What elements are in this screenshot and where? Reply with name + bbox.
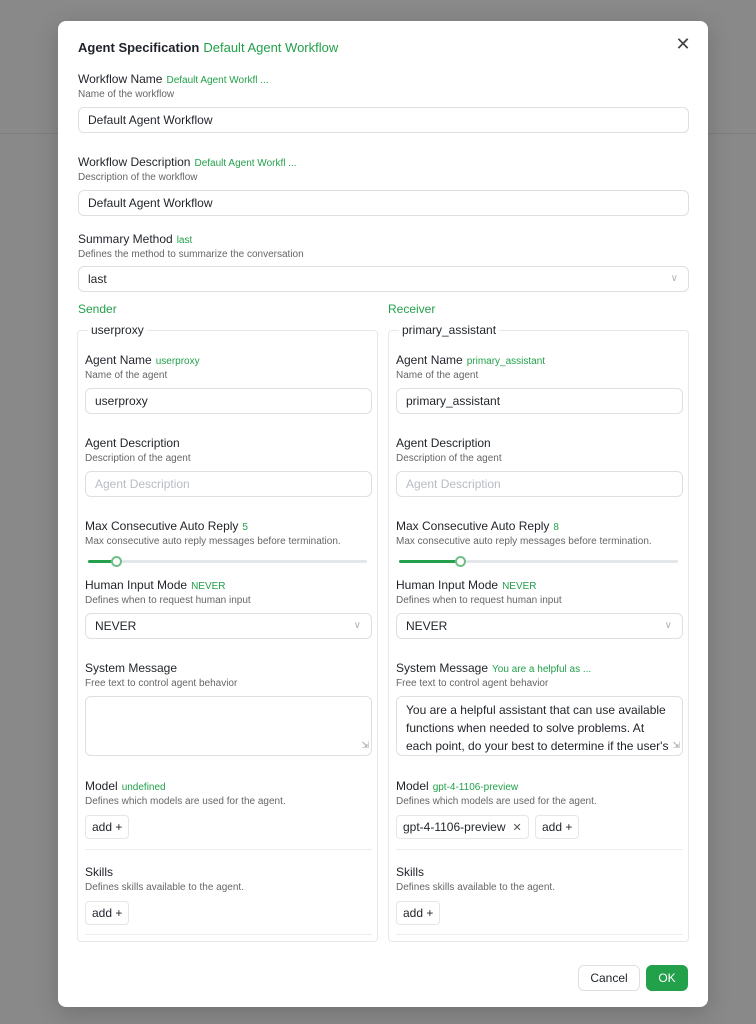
close-icon[interactable]: ✕ [512,822,522,834]
workflow-name-description: Name of the workflow [78,89,175,100]
sender-agent-description-input[interactable]: Agent Description [85,471,372,497]
sender-skills-description: Defines skills available to the agent. [85,882,244,893]
summary-method-value-tag: last [176,235,193,246]
modal-title [78,40,338,55]
sender-agent-description-description: Description of the agent [85,453,191,464]
modal-title-text: Agent Specification [78,40,200,55]
receiver-model-description: Defines which models are used for the agent. [396,796,597,807]
sender-max-reply-label [85,519,341,533]
receiver-max-reply-description: Max consecutive auto reply messages before termination. [396,536,652,547]
receiver-agent-description-input[interactable]: Agent Description [396,471,683,497]
plus-icon: + [112,906,123,920]
sender-human-input-select[interactable] [85,613,372,639]
receiver-model-label [396,779,597,793]
sender-add-model-label: add [92,820,113,834]
sender-human-input-value-tag: NEVER [191,581,226,592]
receiver-agent-description-description: Description of the agent [396,453,502,464]
sender-model-label [85,779,286,793]
sender-agent-name-label [85,353,200,367]
sender-human-input-description: Defines when to request human input [85,595,251,606]
summary-method-label-text: Summary Method [78,232,173,246]
workflow-name-label-text: Workflow Name [78,72,163,86]
sender-model-label-text: Model [85,779,118,793]
receiver-add-model-label: add [542,820,563,834]
receiver-max-reply-label [396,519,652,533]
receiver-add-model-button[interactable] [535,815,579,839]
receiver-max-reply-slider[interactable] [399,560,678,563]
receiver-system-message-textarea[interactable] [396,696,683,756]
workflow-description-group [78,155,297,183]
summary-method-description: Defines the method to summarize the conversation [78,249,304,260]
sender-agent-name-group [85,353,200,381]
receiver-max-reply-value-tag: 8 [553,522,559,533]
summary-method-select[interactable] [78,266,689,292]
receiver-model-chip-label: gpt-4-1106-preview [403,820,506,834]
plus-icon: + [112,820,123,834]
workflow-name-value-tag: Default Agent Workfl ... [166,75,269,86]
sender-human-input-label-text: Human Input Mode [85,578,188,592]
receiver-agent-name-label-text: Agent Name [396,353,463,367]
receiver-max-reply-slider-fill [399,560,460,563]
receiver-human-input-description: Defines when to request human input [396,595,562,606]
receiver-legend: primary_assistant [399,323,499,337]
receiver-bottom-divider [396,934,683,935]
receiver-agent-name-group [396,353,545,381]
chevron-down-icon: ∨ [670,273,678,284]
receiver-max-reply-slider-handle[interactable] [455,556,466,567]
sender-bottom-divider [85,934,372,935]
receiver-human-input-value: NEVER [406,619,448,633]
workflow-name-group [78,72,269,100]
sender-system-message-textarea[interactable] [85,696,372,756]
workflow-description-label [78,155,297,169]
sender-max-reply-slider[interactable] [88,560,367,563]
plus-icon: + [562,820,573,834]
resize-handle-icon[interactable]: ⇲ [672,740,680,750]
resize-handle-icon[interactable]: ⇲ [361,740,369,750]
receiver-system-message-text: You are a helpful assistant that can use available functions when needed to solve problems. At each point, do your best to determine if the user's [406,703,669,753]
summary-method-group [78,232,304,260]
receiver-system-message-label [396,661,591,675]
receiver-system-message-group [396,661,591,689]
cancel-button[interactable]: Cancel [578,965,640,991]
sender-skills-label: Skills [85,865,114,879]
sender-legend: userproxy [88,323,147,337]
receiver-max-reply-group [396,519,652,547]
receiver-agent-name-input[interactable]: primary_assistant [396,388,683,414]
sender-human-input-value: NEVER [95,619,137,633]
receiver-skills-group [396,865,555,893]
agent-specification-modal [58,21,708,1007]
sender-max-reply-value-tag: 5 [242,522,248,533]
modal-title-accent: Default Agent Workflow [203,40,339,55]
receiver-human-input-value-tag: NEVER [502,581,537,592]
sender-agent-description-label: Agent Description [85,436,180,450]
receiver-skills-description: Defines skills available to the agent. [396,882,555,893]
summary-method-value: last [88,272,107,286]
workflow-description-description: Description of the workflow [78,172,198,183]
sender-section-title: Sender [78,302,117,316]
workflow-name-input[interactable]: Default Agent Workflow [78,107,689,133]
workflow-description-label-text: Workflow Description [78,155,191,169]
receiver-system-message-description: Free text to control agent behavior [396,678,549,689]
sender-max-reply-description: Max consecutive auto reply messages before termination. [85,536,341,547]
receiver-add-skill-label: add [403,906,424,920]
receiver-add-skill-button[interactable] [396,901,440,925]
receiver-model-group [396,779,597,807]
workflow-description-value-tag: Default Agent Workfl ... [194,158,297,169]
chevron-down-icon: ∨ [664,620,672,631]
receiver-agent-name-label [396,353,545,367]
receiver-model-label-text: Model [396,779,429,793]
sender-agent-name-input[interactable]: userproxy [85,388,372,414]
workflow-description-input[interactable]: Default Agent Workflow [78,190,689,216]
sender-system-message-description: Free text to control agent behavior [85,678,238,689]
receiver-agent-description-label: Agent Description [396,436,491,450]
plus-icon: + [423,906,434,920]
sender-human-input-group [85,578,251,606]
receiver-human-input-select[interactable] [396,613,683,639]
sender-max-reply-group [85,519,341,547]
sender-agent-description-group [85,436,191,464]
sender-human-input-label [85,578,251,592]
receiver-agent-name-value-tag: primary_assistant [466,356,546,367]
sender-model-group [85,779,286,807]
receiver-model-chip [396,815,529,839]
receiver-human-input-group [396,578,562,606]
receiver-agent-name-description: Name of the agent [396,370,479,381]
sender-add-skill-button[interactable] [85,901,129,925]
sender-divider [85,849,372,850]
receiver-panel [388,323,689,942]
receiver-system-message-value-tag: You are a helpful as ... [492,664,592,675]
receiver-agent-description-group [396,436,502,464]
ok-button[interactable]: OK [646,965,688,991]
sender-add-model-button[interactable] [85,815,129,839]
receiver-system-message-label-text: System Message [396,661,489,675]
sender-model-value-tag: undefined [121,782,166,793]
sender-system-message-label: System Message [85,661,178,675]
sender-agent-name-description: Name of the agent [85,370,168,381]
chevron-down-icon: ∨ [353,620,361,631]
close-icon[interactable]: ✕ [675,34,691,54]
receiver-divider [396,849,683,850]
workflow-name-label [78,72,269,86]
sender-add-skill-label: add [92,906,113,920]
receiver-human-input-label [396,578,562,592]
receiver-skills-label: Skills [396,865,425,879]
sender-skills-group [85,865,244,893]
sender-agent-name-label-text: Agent Name [85,353,152,367]
sender-max-reply-label-text: Max Consecutive Auto Reply [85,519,239,533]
sender-model-description: Defines which models are used for the agent. [85,796,286,807]
sender-max-reply-slider-handle[interactable] [111,556,122,567]
receiver-human-input-label-text: Human Input Mode [396,578,499,592]
receiver-max-reply-label-text: Max Consecutive Auto Reply [396,519,550,533]
sender-agent-name-value-tag: userproxy [155,356,200,367]
receiver-section-title: Receiver [388,302,436,316]
receiver-model-value-tag: gpt-4-1106-preview [432,782,519,793]
summary-method-label [78,232,304,246]
sender-system-message-group [85,661,237,689]
sender-panel [77,323,378,942]
